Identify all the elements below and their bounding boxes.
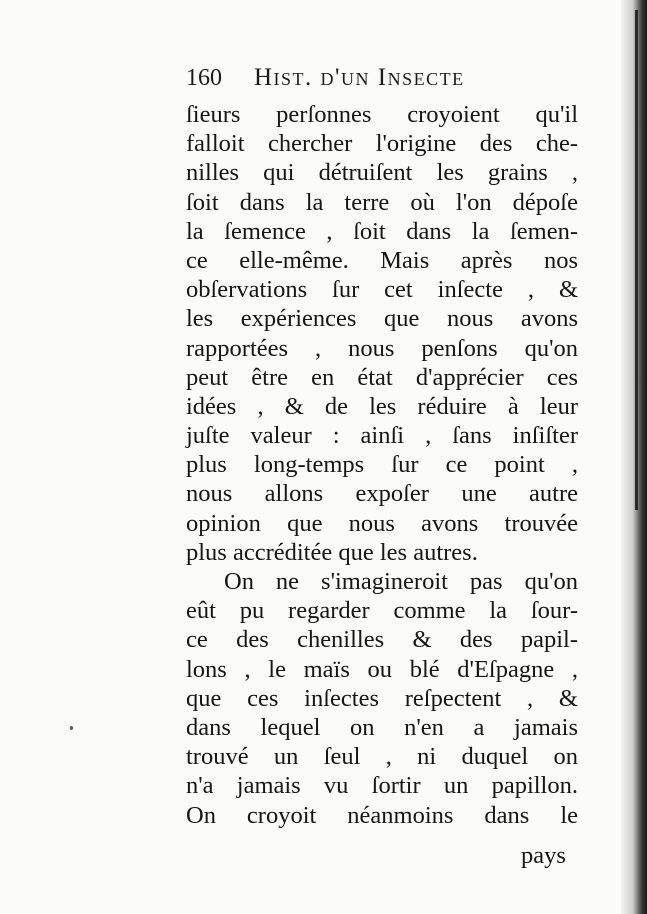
text-line: n'a jamais vu ſortir un papillon. xyxy=(186,772,578,800)
text-line: obſervations ſur cet inſecte , & xyxy=(186,276,578,304)
text-line: nous allons expoſer une autre xyxy=(186,480,578,508)
paper-speck xyxy=(70,726,73,730)
text-line: ce des chenilles & des papil- xyxy=(186,626,578,654)
text-line: dans lequel on n'en a jamais xyxy=(186,713,578,741)
text-line: les expériences que nous avons xyxy=(186,305,578,333)
text-line: que ces inſectes reſpectent , & xyxy=(186,684,578,712)
text-line: lons , le maïs ou blé d'Eſpagne , xyxy=(186,655,578,683)
text-line: idées , & de les réduire à leur xyxy=(186,392,578,420)
text-line: juſte valeur : ainſi , ſans inſiſter xyxy=(186,422,578,450)
running-title: Hist. d'un Insecte xyxy=(254,64,465,91)
text-line: la ſemence , ſoit dans la ſemen- xyxy=(186,217,578,245)
page-header xyxy=(186,64,586,96)
body-text xyxy=(186,100,578,830)
text-line: falloit chercher l'origine des che- xyxy=(186,130,578,158)
text-line: On croyoit néanmoins dans le xyxy=(186,801,578,829)
text-line: peut être en état d'apprécier ces xyxy=(186,363,578,391)
text-line: rapportées , nous penſons qu'on xyxy=(186,334,578,362)
text-line: opinion que nous avons trouvée xyxy=(186,509,578,537)
spine-edge xyxy=(635,10,638,510)
book-spine-shadow xyxy=(621,0,647,914)
text-line: eût pu regarder comme la ſour- xyxy=(186,597,578,625)
page-number: 160 xyxy=(186,65,222,91)
text-line: ce elle-même. Mais après nos xyxy=(186,246,578,274)
paragraph-start-line: On ne s'imagineroit pas qu'on xyxy=(224,568,578,595)
catchword: pays xyxy=(521,842,566,869)
text-line: plus long-temps ſur ce point , xyxy=(186,451,578,479)
text-line: plus accréditée que les autres. xyxy=(186,538,478,566)
text-line: ſieurs perſonnes croyoient qu'il xyxy=(186,101,578,128)
text-line: nilles qui détruiſent les grains , xyxy=(186,159,578,187)
text-line: trouvé un ſeul , ni duquel on xyxy=(186,743,578,771)
text-line: ſoit dans la terre où l'on dépoſe xyxy=(186,188,578,216)
